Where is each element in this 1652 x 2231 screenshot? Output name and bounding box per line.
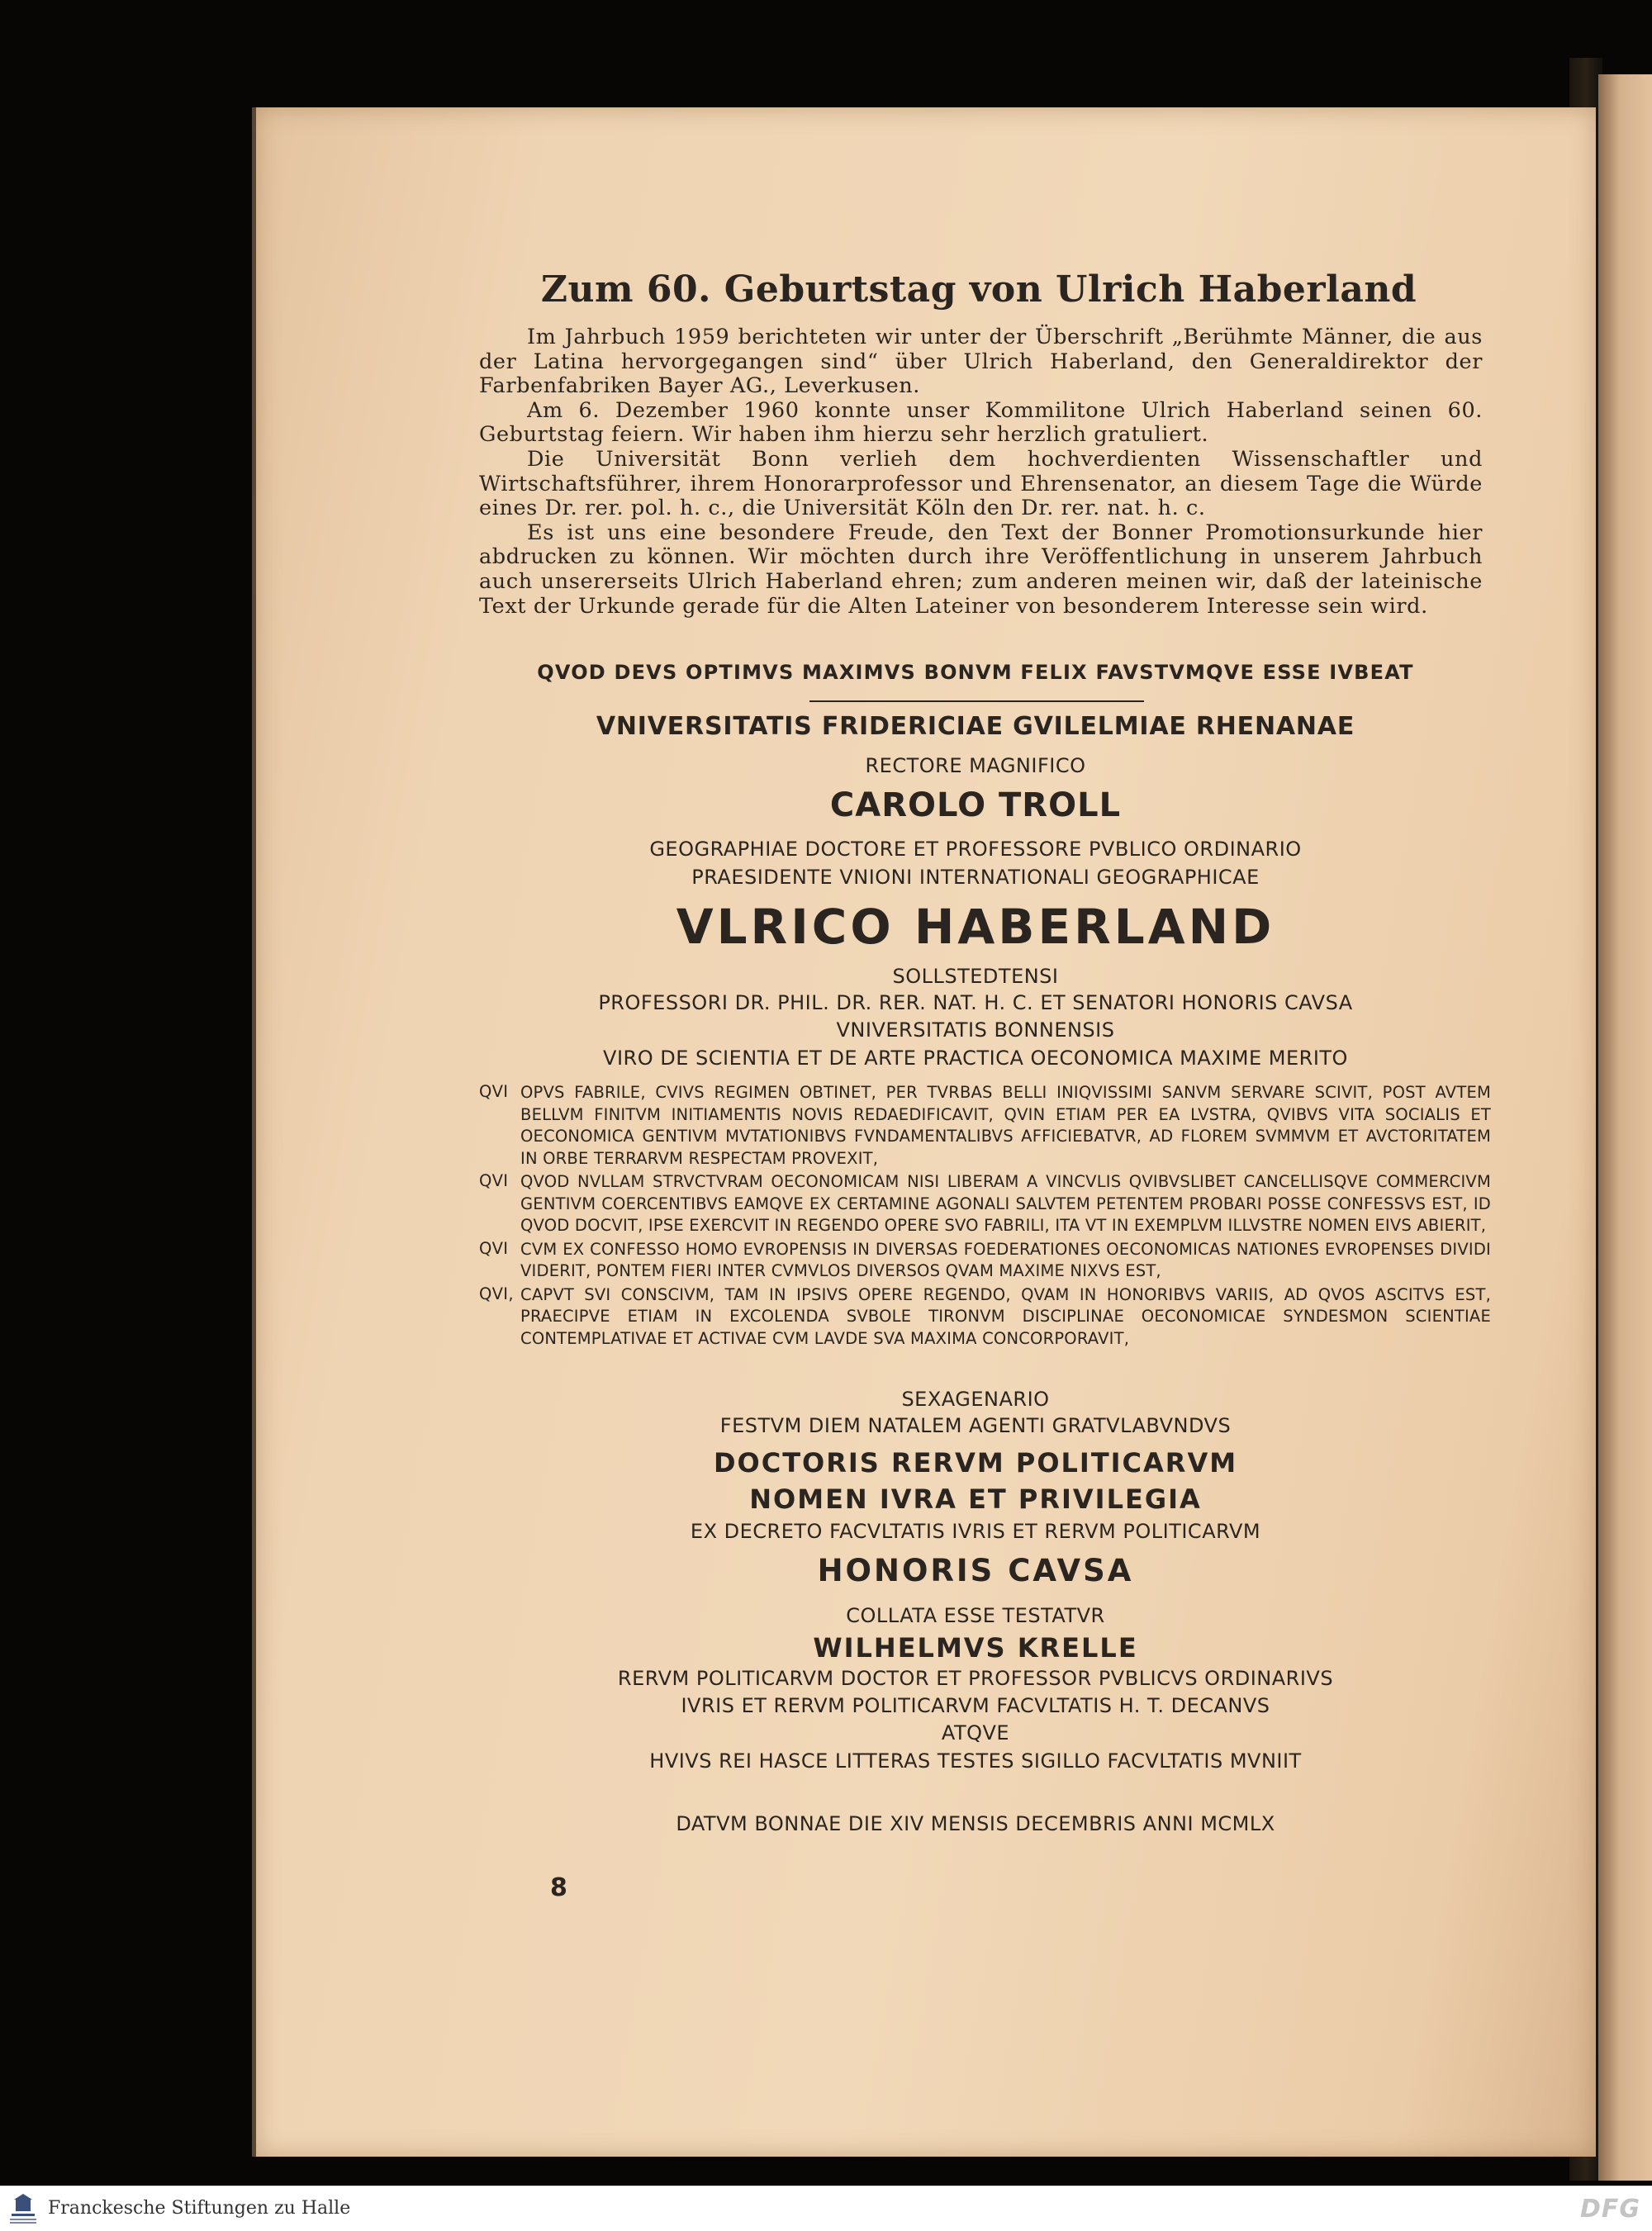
qvi-clause [479, 1239, 1491, 1283]
honoris-causa: HONORIS CAVSA [817, 1553, 1134, 1588]
university-name: VNIVERSITATIS FRIDERICIAE GVILELMIAE RHENANAE [596, 712, 1355, 741]
faculty-decree: EX DECRETO FACVLTATIS IVRIS ET RERVM POLITICARVM [690, 1520, 1261, 1543]
qvi-text: OPVS FABRILE, CVIVS REGIMEN OBTINET, PER TVRBAS BELLI INIQVISSIMI SANVM SERVARE SCIVIT, POST AVTEM BELLVM FINITVM INITIAMENTIS NOVIS REDAEDIFICAVIT, QVIN ETIAM PER EA LVSTRA, QVIBVS VITA SOCIALIS ET OECONOMICA GENTIVM MVTATIONIBVS FVNDAMENTALIBVS AFFICIEBATVR, AD FLOREM SVMMVM ET AVCTORITATEM IN ORBE TERRARVM RESPECTAM PROVEXIT, [520, 1083, 1491, 1168]
article-paragraph: Die Universität Bonn verlieh dem hochverdienten Wissenschaftler und Wirtschaftsführer, ihrem Honorarprofessor und Ehrensenator, an diesem Tage die Würde eines Dr. rer. pol. h. c., die Universität Köln den Dr. rer. nat. h. c. [479, 446, 1483, 521]
qvi-text: QVOD NVLLAM STRVCTVRAM OECONOMICAM NISI LIBERAM A VINCVLIS QVIBVSLIBET CANCELLISQVE COMMERCIVM GENTIVM COERCENTIBVS EAMQVE EX CERTAMINE AGONALI SALVTEM PETENTEM PROBARI POSSE CONFESSVS EST, ID QVOD DOCVIT, IPSE EXERCVIT IN REGENDO OPERE SVO FABRILI, ITA VT IN EXEMPLVM ILLVSTRE NOMEN EIVS ABIERIT, [520, 1172, 1491, 1235]
degree-name: DOCTORIS RERVM POLITICARVM [713, 1447, 1238, 1479]
page-number: 8 [550, 1873, 567, 1902]
rector-title: PRAESIDENTE VNIONI INTERNATIONALI GEOGRAPHICAE [691, 866, 1260, 889]
rector-title: GEOGRAPHIAE DOCTORE ET PROFESSORE PVBLICO ORDINARIO [649, 838, 1302, 861]
qvi-clauses [479, 1082, 1491, 1351]
divider-rule [809, 700, 1144, 702]
qvi-marker: QVI [479, 1082, 509, 1101]
article-title: Zum 60. Geburtstag von Ulrich Haberland [540, 268, 1417, 311]
institution-logo-icon[interactable] [5, 2191, 41, 2228]
qvi-clause [479, 1171, 1491, 1237]
rector-label: RECTORE MAGNIFICO [865, 754, 1086, 777]
honoree-title: VIRO DE SCIENTIA ET DE ARTE PRACTICA OECONOMICA MAXIME MERITO [603, 1047, 1348, 1070]
viewer-footer [0, 2186, 1652, 2231]
diploma-motto: QVOD DEVS OPTIMVS MAXIMVS BONVM FELIX FAVSTVMQVE ESSE IVBEAT [537, 661, 1414, 684]
article-body [479, 325, 1483, 619]
adjacent-page-edge [1598, 74, 1652, 2181]
rector-name: CAROLO TROLL [829, 786, 1122, 824]
article-paragraph: Im Jahrbuch 1959 berichteten wir unter der Überschrift „Berühmte Männer, die aus der Latina hervorgegangen sind“ über Ulrich Haberland, den Generaldirektor der Farbenfabriken Bayer AG., Leverkusen. [479, 325, 1483, 399]
qvi-marker: QVI [479, 1238, 509, 1258]
qvi-clause [479, 1284, 1491, 1350]
qvi-text: CVM EX CONFESSO HOMO EVROPENSIS IN DIVERSAS FOEDERATIONES OECONOMICAS NATIONES EVROPENSES DIVIDI VIDERIT, PONTEM FIERI INTER CVMVLOS DIVERSOS QVAM MAXIME NIXVS EST, [520, 1239, 1491, 1280]
qvi-marker: QVI [479, 1171, 509, 1190]
dean-title: RERVM POLITICARVM DOCTOR ET PROFESSOR PVBLICVS ORDINARIVS [617, 1667, 1334, 1690]
date-line: DATVM BONNAE DIE XIV MENSIS DECEMBRIS ANNI MCMLX [676, 1812, 1275, 1835]
festum-line: FESTVM DIEM NATALEM AGENTI GRATVLABVNDVS [719, 1414, 1232, 1437]
dean-name: WILHELMVS KRELLE [813, 1632, 1138, 1664]
honoree-title: PROFESSORI DR. PHIL. DR. RER. NAT. H. C. ET SENATORI HONORIS CAVSA [598, 991, 1353, 1014]
collata-line: COLLATA ESSE TESTATVR [846, 1604, 1105, 1627]
honoree-name: VLRICO HABERLAND [676, 899, 1275, 955]
article-paragraph: Am 6. Dezember 1960 konnte unser Kommilitone Ulrich Haberland seinen 60. Geburtstag feiern. Wir haben ihm hierzu sehr herzlich gratuliert. [479, 397, 1483, 448]
honoree-origin: SOLLSTEDTENSI [892, 965, 1059, 988]
honoree-title: VNIVERSITATIS BONNENSIS [836, 1018, 1115, 1042]
dean-title: IVRIS ET RERVM POLITICARVM FACVLTATIS H. T. DECANVS [681, 1694, 1270, 1717]
footer-institution-link[interactable]: Franckesche Stiftungen zu Halle [48, 2198, 351, 2219]
dfg-logo: DFG [1579, 2195, 1640, 2224]
seal-line: HVIVS REI HASCE LITTERAS TESTES SIGILLO FACVLTATIS MVNIIT [649, 1749, 1302, 1773]
atqve-line: ATQVE [941, 1721, 1010, 1744]
qvi-clause [479, 1082, 1491, 1170]
qvi-marker: QVI, [479, 1284, 514, 1303]
sexagenario: SEXAGENARIO [901, 1388, 1050, 1411]
degree-rights: NOMEN IVRA ET PRIVILEGIA [749, 1483, 1202, 1515]
article-paragraph: Es ist uns eine besondere Freude, den Text der Bonner Promotionsurkunde hier abdrucken zu können. Wir möchten durch ihre Veröffentlichung in unserem Jahrbuch auch unsererseits Ulrich Haberland ehren; zum anderen meinen wir, daß der lateinische Text der Urkunde gerade für die Alten Lateiner von besonderem Interesse sein wird. [479, 520, 1483, 619]
qvi-text: CAPVT SVI CONSCIVM, TAM IN IPSIVS OPERE REGENDO, QVAM IN HONORIBVS VARIIS, AD QVOS ASCITVS EST, PRAECIPVE ETIAM IN EXCOLENDA SVBOLE TIRONVM DISCIPLINAE OECONOMICAE SYNDESMON SCIENTIAE CONTEMPLATIVAE ET ACTIVAE CVM LAVDE SVA MAXIMA CONCORPORAVIT, [520, 1284, 1491, 1348]
